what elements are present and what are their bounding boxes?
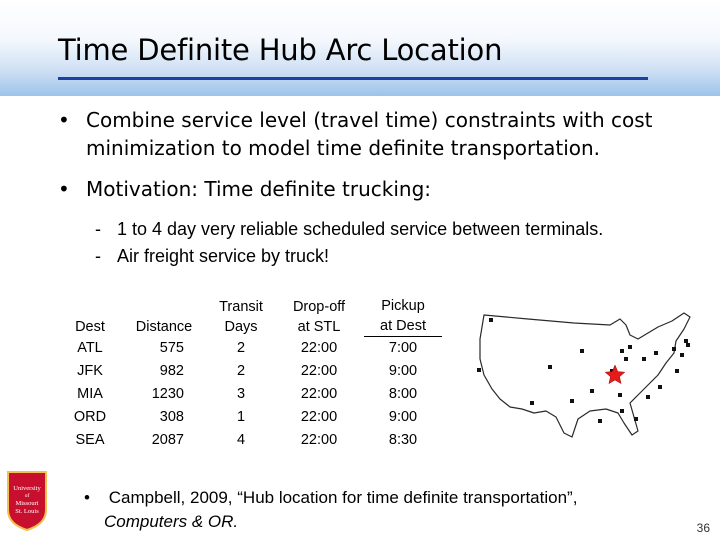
table-row: [60, 406, 442, 429]
bullet-1: [58, 106, 698, 162]
reference-line-2: Computers & OR.: [104, 512, 239, 531]
dash-marker: -: [95, 246, 101, 266]
slide-title: Time Definite Hub Arc Location: [58, 33, 503, 67]
cell-dropoff: 22:00: [300, 386, 338, 402]
cell-dest: ORD: [73, 409, 107, 425]
cell-dropoff: 22:00: [300, 363, 338, 379]
cell-dest: JFK: [77, 363, 103, 379]
cell-dropoff: 22:00: [300, 432, 338, 448]
sub-bullet-1: [95, 216, 603, 242]
cell-dest: SEA: [75, 432, 105, 448]
bullet-1-text: Combine service level (travel time) constraints with cost minimization to model time definite transportation.: [86, 108, 653, 160]
bullet-marker: •: [58, 177, 70, 201]
reference-text: Campbell, 2009, “Hub location for time definite transportation”,: [108, 488, 578, 507]
cell-distance: 982: [159, 363, 184, 379]
cell-pickup: 8:30: [388, 432, 418, 448]
table-row: [60, 337, 442, 361]
header-dest: Dest: [75, 318, 105, 335]
transit-table: [60, 296, 442, 452]
cell-pickup: 8:00: [388, 386, 418, 402]
cell-distance: 2087: [151, 432, 184, 448]
table-row: [60, 360, 442, 383]
sub-bullet-2-text: Air freight service by truck!: [117, 246, 330, 266]
cell-dest: ATL: [77, 339, 103, 356]
cell-dest: MIA: [77, 386, 103, 402]
table-header-row: [60, 296, 442, 337]
us-outline: [480, 313, 690, 437]
cell-dropoff: 22:00: [300, 409, 338, 425]
bullet-2: [58, 175, 698, 203]
header-transit-days: Transit Days: [219, 298, 263, 335]
sub-bullet-2: [95, 243, 329, 269]
sub-bullet-1-text: 1 to 4 day very reliable scheduled service between terminals.: [117, 219, 604, 239]
cell-transit: 2: [236, 363, 246, 379]
cell-transit: 3: [236, 386, 246, 402]
cell-distance: 1230: [151, 386, 184, 402]
dash-marker: -: [95, 219, 101, 239]
table-row: [60, 383, 442, 406]
logo-text: of: [24, 493, 30, 499]
cell-pickup: 7:00: [388, 340, 418, 356]
logo-text: Missouri: [15, 500, 39, 507]
reference-line-1: [84, 487, 577, 509]
cell-transit: 4: [236, 432, 246, 448]
bullet-2-text: Motivation: Time definite trucking:: [86, 177, 432, 201]
slide-number: 36: [696, 521, 710, 535]
cell-distance: 575: [159, 339, 184, 356]
logo-text: University: [13, 485, 41, 492]
cell-transit: 1: [236, 409, 246, 425]
us-map-icon: [470, 295, 710, 445]
university-logo: [4, 470, 50, 532]
table-row: [60, 429, 442, 452]
title-underline: [58, 77, 648, 80]
bullet-marker: •: [58, 108, 70, 132]
cell-dropoff: 22:00: [300, 339, 338, 356]
logo-text: St. Louis: [15, 508, 39, 515]
header-distance: Distance: [135, 318, 193, 335]
cell-transit: 2: [236, 339, 246, 356]
cell-distance: 308: [159, 409, 184, 425]
cell-pickup: 9:00: [388, 363, 418, 379]
bullet-marker: •: [84, 488, 90, 507]
header-dropoff: Drop-off at STL: [292, 298, 346, 335]
header-pickup: Pickup at Dest: [364, 296, 442, 337]
cell-pickup: 9:00: [388, 409, 418, 425]
